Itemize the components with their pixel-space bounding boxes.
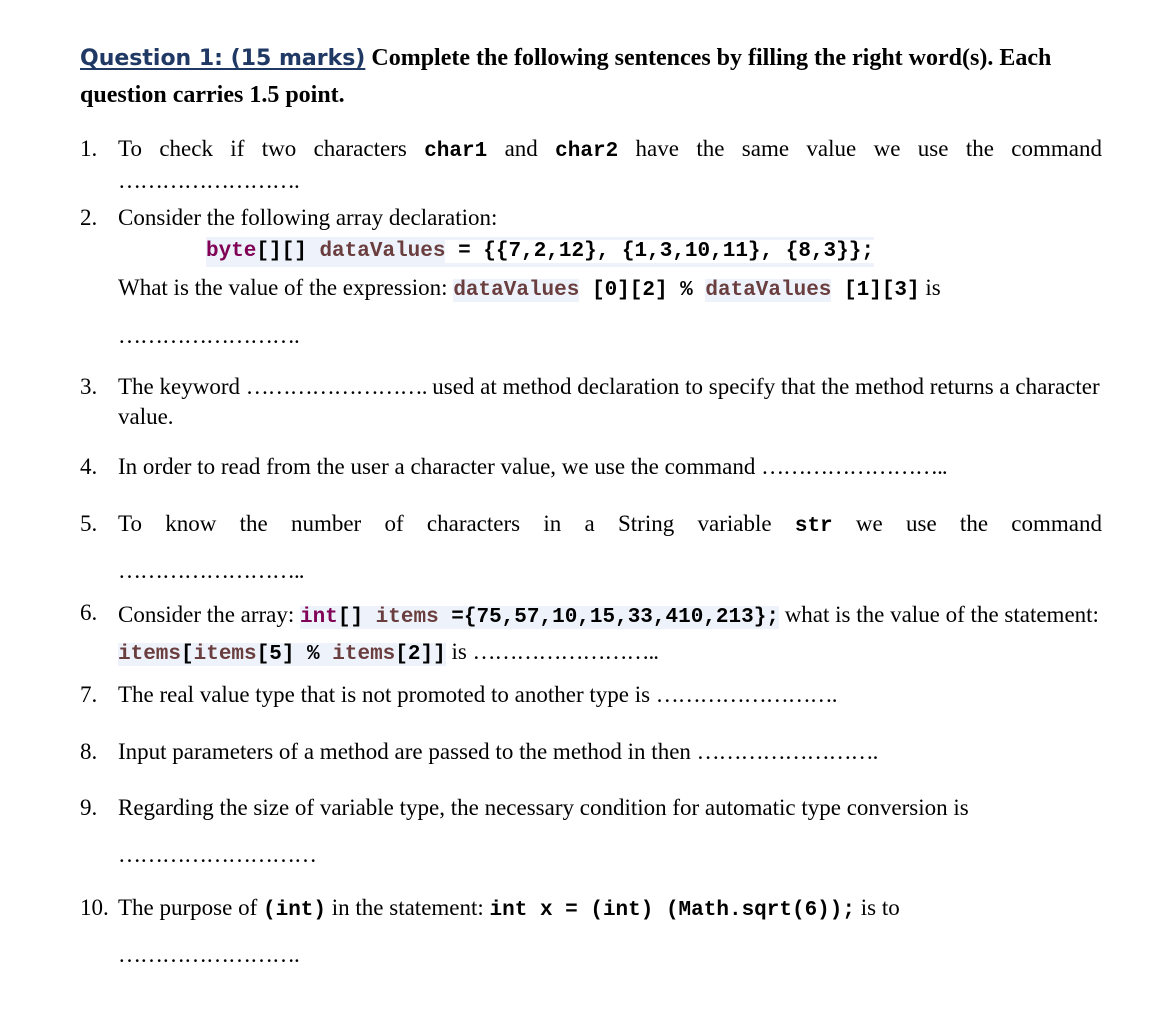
answer-blank-2[interactable]: ……………………. xyxy=(118,323,299,348)
code-char1: char1 xyxy=(424,140,488,163)
code-int-cast: (int) xyxy=(263,899,327,922)
question-number: 3. xyxy=(80,374,98,399)
answer-blank-9[interactable]: ……………………… xyxy=(118,842,316,867)
code-var-str: str xyxy=(794,515,833,538)
code-var-datavalues: dataValues xyxy=(705,279,832,302)
answer-blank-8[interactable]: ……………………. xyxy=(696,739,878,764)
code-statement: items[items[5] % items[2]] xyxy=(118,643,446,666)
question-text: To know the number of characters in a String variable str we use the command xyxy=(118,511,1102,538)
question-number: 9. xyxy=(80,795,98,820)
question-text: The keyword ……………………. used at method declaration to specify that the method returns a character value. xyxy=(118,374,1100,429)
question-text: Consider the array: int[] items ={75,57,10,15,33,410,213}; what is the value of the statement: items[items[5] % items[2]] is …………………….. xyxy=(118,602,1099,666)
question-number: 1. xyxy=(80,136,98,161)
question-text: To check if two characters char1 and char2 have the same value we use the command xyxy=(118,136,1102,163)
question-number: 2. xyxy=(80,205,98,230)
exam-page: Question 1: (15 marks) Complete the following sentences by filling the right word(s). Each question carries 1.5 point. 1. To check if two characters char1 and char2 have the same value we use the command ……………………. 2. Consider the following array declaration: byte[][] dataValues = {{7,2,12}, {1,3,10,11}, {8,3}}; What is the value of the expression: dataValues [0][2] % dataValues [1][3] is ……………………. 3. The keyword ……………………. used at method declaration to specify that the method returns a character value. 4. In order to read from the user a character value, we use the command …………………….. 5. To know the number of characters in a String variable str we use the command …………………….. 6. Consider the array: int[] items ={75,57,10,15,33,410,213}; what is the value of the statement: items[items[5] % items[2]] is …………………….. 7. The real value type that is not promoted to another type is ……………………. 8. Input parameters of a method are passed to the method in then ……………………. 9. Regarding the size of variable type, the necessary condition for automatic type conversion is ……………………… 10. The purpose of (int) in the statement: int x = (int) (Math.sqrt(6)); is to ……………………. xyxy=(80,40,1102,113)
code-char2: char2 xyxy=(555,140,619,163)
code-var-datavalues: dataValues xyxy=(453,279,580,302)
question-number: 5. xyxy=(80,511,98,536)
expression-line: What is the value of the expression: dataValues [0][2] % dataValues [1][3] is xyxy=(118,275,941,302)
answer-blank-1[interactable]: ……………………. xyxy=(118,168,299,193)
question-label: Question 1: (15 marks) xyxy=(80,46,366,71)
question-number: 6. xyxy=(80,600,98,625)
code-array-declaration: int[] items ={75,57,10,15,33,410,213}; xyxy=(300,606,779,629)
answer-blank-10[interactable]: ……………………. xyxy=(118,942,299,967)
question-instructions: Complete the following sentences by filling the right word(s). Each question carries 1.5 point. xyxy=(80,45,1052,108)
answer-blank-4[interactable]: …………………….. xyxy=(761,454,947,479)
question-text: Consider the following array declaration: xyxy=(118,205,498,230)
question-text: Regarding the size of variable type, the necessary condition for automatic type conversion is xyxy=(118,795,969,820)
question-number: 4. xyxy=(80,454,98,479)
question-number: 8. xyxy=(80,739,98,764)
answer-blank-5[interactable]: …………………….. xyxy=(118,558,304,583)
question-text: In order to read from the user a character value, we use the command …………………….. xyxy=(118,454,947,479)
code-keyword-byte: byte xyxy=(206,240,257,263)
question-number: 10. xyxy=(80,895,109,920)
answer-blank-7[interactable]: ……………………. xyxy=(655,682,837,707)
answer-blank-3[interactable]: ……………………. xyxy=(245,374,427,399)
answer-blank-6[interactable]: …………………….. xyxy=(472,639,659,664)
code-var-datavalues: dataValues xyxy=(319,240,446,263)
question-text: The purpose of (int) in the statement: int x = (int) (Math.sqrt(6)); is to xyxy=(118,895,900,922)
question-number: 7. xyxy=(80,682,98,707)
question-text: Input parameters of a method are passed to the method in then ……………………. xyxy=(118,739,878,764)
question-heading xyxy=(80,40,1102,113)
code-statement: int x = (int) (Math.sqrt(6)); xyxy=(489,899,855,922)
question-text: The real value type that is not promoted to another type is ……………………. xyxy=(118,682,837,707)
